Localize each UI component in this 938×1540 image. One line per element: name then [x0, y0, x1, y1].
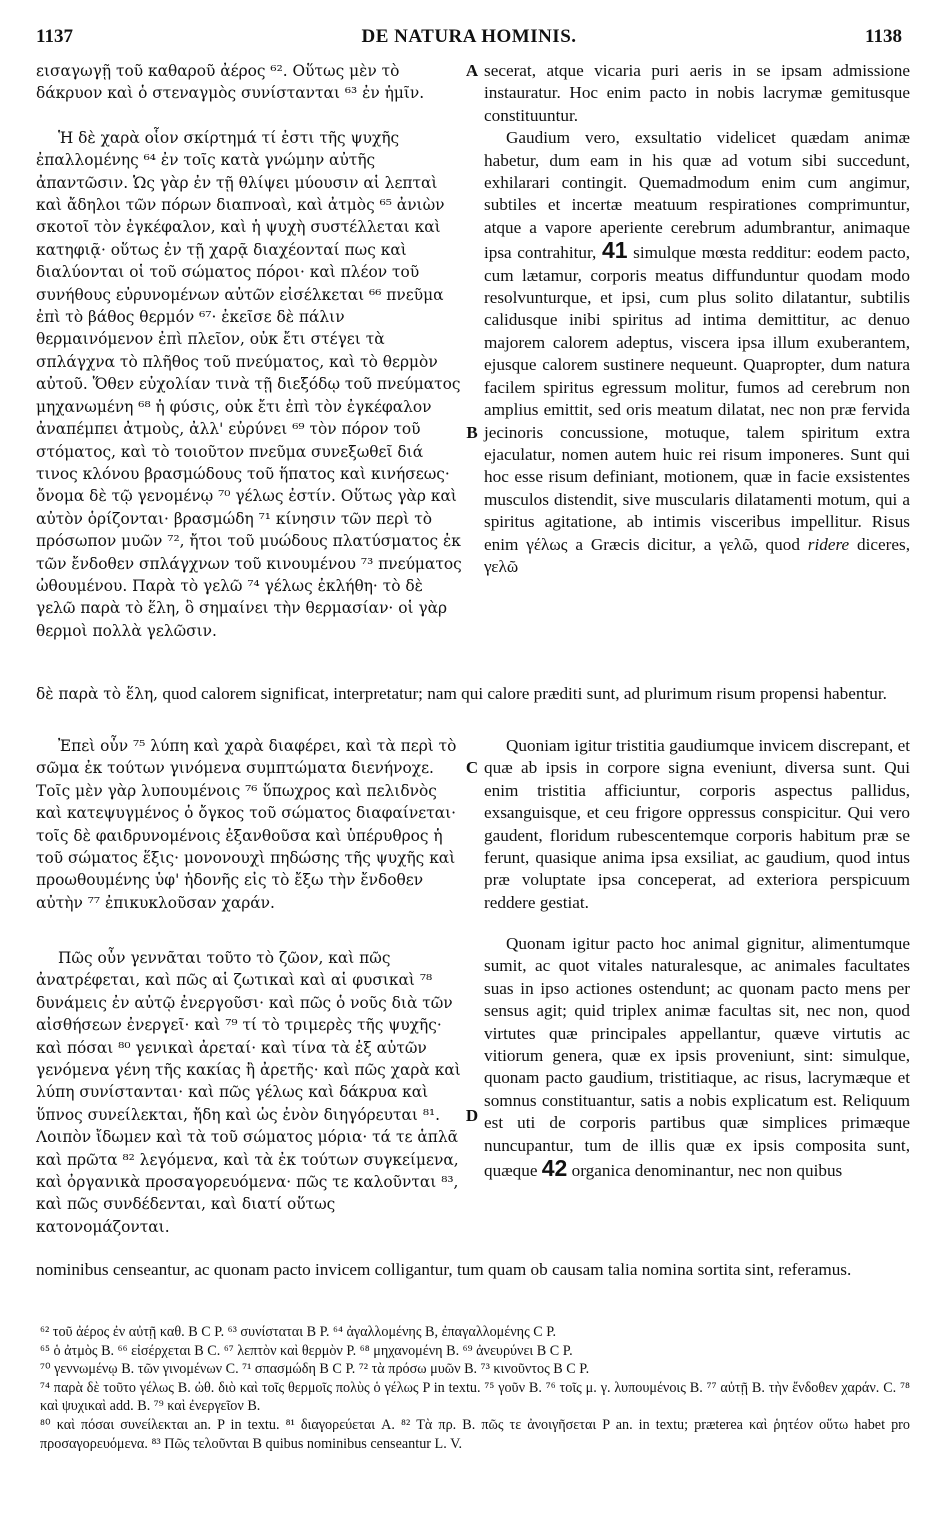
- greek-column-3: [36, 933, 464, 1238]
- bridge-greek-1: δὲ παρὰ τὸ ἕλη,: [36, 685, 159, 703]
- margin-column-1: [464, 60, 480, 445]
- latin-paragraph-sorrow: Quoniam igitur tristitia gaudiumque invicem discrepant, et quæ ab ipsis in corpore signa eveniunt, diversa sunt. Qui enim tristitia afficiuntur, corporis aspectus pallidus, exsanguisque, et ceu frigore oppressus conspicitur. Qui vero gaudent, floridum rubescentemque corporis habitum præ se ferunt, quasique anima ipsa exsiliat, ac gaudium, quod intus præ voluptate ipsa conceperat, ad exteriora perspicuum reddere gestiat.: [484, 736, 910, 912]
- margin-column-3: [464, 933, 480, 1127]
- page-marker-41: 41: [601, 237, 628, 264]
- bridge-line-1: [36, 683, 910, 705]
- section-1: [36, 60, 910, 642]
- greek-paragraph-joy: Ἡ δὲ χαρὰ οἷον σκίρτημά τί ἐστι τῆς ψυχῆς ἐπαλλομένης ⁶⁴ ἐν τοῖς κατὰ γνώμην αὐτῆς ἀπαντῶσιν. Ὡς γὰρ ἐν τῇ θλίψει μύουσιν αἱ λεπταὶ καὶ ἄδηλοι τῶν πόρων διαπνοαὶ, καὶ ἀτμὸς ⁶⁵ ἀνιὼν σκοτοῖ τὸν ἐγκέφαλον, καὶ ἡ ψυχὴ συστέλλεται καὶ κατηφιᾷ· οὕτως ἐν τῇ χαρᾷ διαχέονταί πως καὶ διαλύονται οἱ τοῦ σώματος πόροι· καὶ πλέον τοῦ συνήθους εὐρυνομένων αὐτῶν εἰσέλκεται ⁶⁶ πνεῦμα ἐπὶ τὸ βάθος θερμόν ⁶⁷· ἐκεῖσε δὲ πάλιν θερμαινόμενον ἐπὶ πλεῖον, οὐκ ἔτι στέγει τὰ σπλάγχνα τὸ πλῆθος τοῦ πνεύματος, καὶ τὸ θερμὸν αὐτοῦ. Ὅθεν εὐχολίαν τινὰ τῇ διεξόδῳ τοῦ πνεύματος μηχανωμένη ⁶⁸ ἡ φύσις, οὐκ ἔτι ἐπὶ τὸν ἐγκέφαλον ἀναπέμπει ἀτμοὺς, ἀλλ' εὐρύνει ⁶⁹ τὸν πόρον τοῦ στόματος, καὶ τὸ τοιοῦτον πνεῦμα συνεξωθεῖ διά τινος κλόνου βρασμώδους τοῦ ἥπατος καὶ κινήσεως· ὄνομα δὲ τῷ γενομένῳ ⁷⁰ γέλως ἐστίν. Οὕτως γὰρ καὶ αὐτὸν ὁρίζονται· βρασμώδη ⁷¹ κίνησιν τῶν περὶ τὸ πρόσωπον μυῶν ⁷², ἤτοι τοῦ μυώδους πλατύσματος ἐκ τῶν ἔνδοθεν σπλάγχνων τοῦ κινουμένου ⁷³ πνεύματος ὠθουμένου. Παρὰ τὸ γελῶ ⁷⁴ γέλως ἐκλήθη· τὸ δὲ γελῶ παρὰ τὸ ἕλη, ὃ σημαίνει τὴν θερμασίαν· οἱ γὰρ θερμοὶ πολλὰ γελῶσιν.: [36, 128, 462, 640]
- margin-mark-a: A: [465, 61, 479, 80]
- footnotes: [40, 1323, 910, 1453]
- footnote-line: ⁸⁰ καὶ πόσαι συνείλεκται an. P in textu. ⁸¹ διαγορεύεται A. ⁸² Τὰ πρ. B. πῶς τε ἀνοιγῆσεται P an. in textu; præterea καὶ ῥητέον οὕτω habet pro προσαγορευόμενα. ⁸³ Πῶς τελοῦνται B quibus nominibus censeantur L. V.: [40, 1416, 910, 1452]
- latin-column-3: [480, 933, 910, 1182]
- margin-mark-b: B: [466, 423, 478, 443]
- footnote-line: ⁶² τοῦ ἀέρος ἐν αὐτῇ καθ. B C P. ⁶³ συνίσταται B P. ⁶⁴ ἀγαλλομένης B, ἐπαγαλλομένης C P.: [40, 1324, 557, 1340]
- latin-paragraph-tears: secerat, atque vicaria puri aeris in se ipsam admissione instauratur. Hoc enim pacto in nobis lacrymæ gemitusque constituuntur.: [484, 61, 910, 125]
- page-number-left: 1137: [36, 26, 73, 47]
- latin-joy-text-a: Gaudium vero, exsultatio videlicet quædam animæ habetur, dum eam in his quæ ad votum sibi succedunt, exhilarari contingit. Quemadmodum enim cum angimur, subtiles et incertæ meatuum respirationes comprimuntur, atque a vapore aperiente cerebrum adumbrantur, animaque ipsa contrahitur,: [484, 128, 910, 263]
- greek-paragraph-sorrow: Ἐπεὶ οὖν ⁷⁵ λύπη καὶ χαρὰ διαφέρει, καὶ τὰ περὶ τὸ σῶμα ἐκ τούτων γινόμενα συμπτώματα διενήνοχε. Τοῖς μὲν γὰρ λυπουμένοις ⁷⁶ ὕπωχρος καὶ πελιδνὸς καὶ κατεψυγμένος ὁ ὄγκος τοῦ σώματος διαφαίνεται· τοῖς δὲ φαιδρυνομένοις ἐξανθοῦσα καὶ ὑπέρυθρος ἡ τοῦ σώματος ἕξις· μονονουχὶ πηδώσης τῆς ψυχῆς καὶ προωθουμένης ὑφ' ἡδονῆς εἰς τὸ ἔξω τὴν ἔνδοθεν αὐτὴν ⁷⁷ ἐπικυκλοῦσαν χαράν.: [36, 737, 457, 912]
- margin-column-2: [464, 735, 480, 779]
- bridge-latin-2: nominibus censeantur, ac quonam pacto invicem colligantur, tum quam ob causam talia nomina sortita sint, referamus.: [36, 1260, 852, 1279]
- running-title: DE NATURA HOMINIS.: [361, 26, 577, 47]
- margin-mark-c: C: [465, 758, 479, 777]
- greek-column-1: [36, 60, 464, 642]
- page-marker-42: 42: [541, 1155, 568, 1182]
- page-header: [36, 26, 902, 56]
- margin-mark-d: D: [465, 1106, 479, 1125]
- section-2: [36, 735, 910, 914]
- latin-column-1: [480, 60, 910, 578]
- bridge-latin-1: quod calorem significat, interpretatur; nam qui calore præditi sunt, ad plurimum risum propensi habentur.: [162, 684, 887, 703]
- section-3: [36, 933, 910, 1238]
- greek-paragraph-animal: Πῶς οὖν γεννᾶται τοῦτο τὸ ζῶον, καὶ πῶς ἀνατρέφεται, καὶ πῶς αἱ ζωτικαὶ καὶ αἱ φυσικαὶ ⁷⁸ δυνάμεις ἐν αὐτῷ ἐνεργοῦσι· καὶ πῶς ὁ νοῦς διὰ τῶν αἰσθήσεων ἐνεργεῖ· καὶ ⁷⁹ τί τὸ τριμερὲς τῆς ψυχῆς· καὶ πόσαι ⁸⁰ γενικαὶ ἀρεταί· καὶ τίνα τὰ ἐξ αὐτῶν γενόμενα γένη τῆς κακίας ἢ ἀρετῆς· καὶ πῶς χαρὰ καὶ λύπη συνίστανται· καὶ πῶς γέλως καὶ δάκρυα καὶ ὕπνος συνείλεκται, ἤδη καὶ ὡς ἐνὸν διηγόρευται ⁸¹. Λοιπὸν ἴδωμεν καὶ τὰ τοῦ σώματος μόρια· τά τε ἁπλᾶ καὶ πρῶτα ⁸² λεγόμενα, καὶ τὰ ἐκ τούτων συγκείμενα, καὶ ὀργανικὰ προσαγορευόμενα· πῶς τε καλοῦνται ⁸³, καὶ πῶς συνδέδενται, καὶ διατί οὕτως κατονομάζονται.: [36, 949, 461, 1236]
- latin-animal-text-b: organica denominantur, nec non quibus: [571, 1161, 843, 1181]
- latin-joy-text-b: simulque mœsta redditur: eodem pacto, cum lætamur, corporis meatus diffunduntur quodam modo resolvunturque, et ipsi, cum plus solito dilatantur, subtilis calidusque inibi spiritus ad intima demittitur, ac denuo majorem calorem adeptus, viscera ipsa illum exuberantem, ejusque calorem sustinere nequeunt. Quapropter, dum natura facilem spiritus egressum molitur, fumos ad cerebrum non amplius emittit, sed oris meatum dilatat, nec non præ fervida jecinoris concussione, motuque, talem spiritum extra ejaculatur, nomen autem huic rei risum imponeres. Sunt qui hoc esse risum definiant, motionem, quæ in facie exsistentes musculos distendit, sive muscularis dilatamenti motum, qui a spiritus agitatione, ab intimis visceribus impellitur. Risus enim γέλως a Græcis dicitur, a γελῶ, quod: [484, 243, 911, 554]
- footnote-line: ⁷⁴ παρὰ δὲ τοῦτο γέλως B. ὠθ. διὸ καὶ τοῖς θερμοῖς πολὺς ὁ γέλως P in textu. ⁷⁵ γοῦν B. ⁷⁶ τοῖς μ. γ. λυπουμένοις B. ⁷⁷ αὐτῇ B. τὴν ἔνδοθεν χαράν. C. ⁷⁸ καὶ ψυχικαὶ add. B. ⁷⁹ καὶ ἐνεργεῖον B.: [40, 1379, 910, 1415]
- footnote-line: ⁷⁰ γεννωμένῳ B. τῶν γινομένων C. ⁷¹ σπασμώδη B C P. ⁷² τὰ πρόσω μυῶν B. ⁷³ κινοῦντος B C P.: [40, 1361, 590, 1378]
- latin-italic-ridere: ridere: [807, 534, 850, 554]
- latin-joy-text-c: diceres, γελῶ: [484, 534, 911, 576]
- latin-column-2: [480, 735, 910, 914]
- page-number-right: 1138: [865, 26, 902, 47]
- latin-animal-text-a: Quonam igitur pacto hoc animal gignitur, alimentumque sumit, ac quot vitales naturalesque, ac animales facultates suas in ipso actiones ostendunt; ac quonam pacto mens per sensus agit; quid triplex animæ facultas sit, nec non, quod virtutes quæ principales appellantur, quæve virtutis ac vitiorum genera, quæ ex ipsis proveniunt, sint: simulque, quonam pacto gaudium, tristitiaque, ac risus, lacrymæque et somnus constituantur, satis a nobis explicatum est. Reliquum est uti de corporis partibus quæ simplices primæque nuncupantur, tum de illis quæ ex ipsis composita sunt, quæque: [484, 934, 910, 1181]
- footnote-line: ⁶⁵ ὁ ἀτμὸς B. ⁶⁶ εἰσέρχεται B C. ⁶⁷ λεπτὸν καὶ θερμὸν P. ⁶⁸ μηχανομένη B. ⁶⁹ ἀνευρύνει B C P.: [40, 1342, 573, 1359]
- bridge-line-2: [36, 1259, 910, 1281]
- latin-paragraph-joy: [484, 127, 910, 578]
- latin-paragraph-animal: [484, 933, 910, 1182]
- greek-column-2: [36, 735, 464, 914]
- greek-paragraph-tears: εισαγωγῇ τοῦ καθαροῦ ἀέρος ⁶². Οὕτως μὲν τὸ δάκρυον καὶ ὁ στεναγμὸς συνίστανται ⁶³ ἐν ἡμῖν.: [36, 62, 425, 103]
